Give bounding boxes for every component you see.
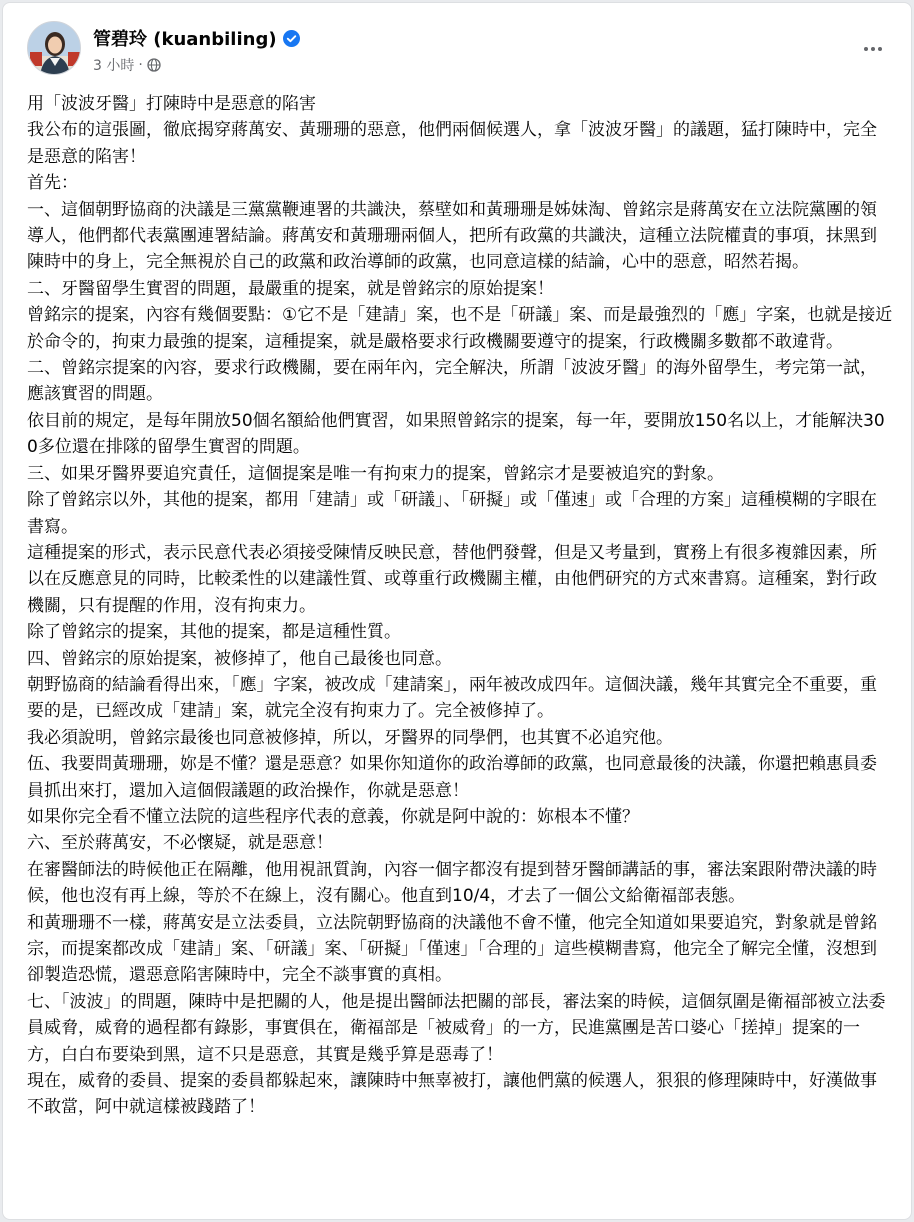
post-paragraph: 和黃珊珊不一樣，蔣萬安是立法委員，立法院朝野協商的決議他不會不懂，他完全知道如果要追究，對象就是曾銘宗，而提案都改成「建請」案、「研議」案、「研擬」「僅速」「合理的」這些模糊書寫，他完全了解完全懂，沒想到卻製造恐慌，還惡意陷害陳時中，完全不談事實的真相。	[27, 912, 877, 986]
post-timestamp[interactable]: 3 小時	[93, 58, 135, 74]
post-paragraph: 除了曾銘宗的提案，其他的提案，都是這種性質。	[27, 622, 401, 643]
post-paragraph: 七、「波波」的問題，陳時中是把關的人，他是提出醫師法把關的部長，審法案的時候，這個氛圍是衛福部被立法委員威脅，威脅的過程都有錄影，事實俱在，衛福部是「被威脅」的一方，民進黨團是苦口婆心「搓掉」提案的一方，白白布要染到黑，這不只是惡意，其實是幾乎算是惡毒了！	[27, 991, 886, 1065]
post-meta	[93, 55, 161, 75]
post-paragraph: 伍、我要問黃珊珊，妳是不懂？還是惡意？如果你知道你的政治導師的政黨，也同意最後的決議，你還把賴惠員委員抓出來打，還加入這個假議題的政治操作，你就是惡意！	[27, 754, 877, 801]
meta-separator: ·	[138, 57, 143, 73]
facebook-post-card	[2, 2, 912, 1220]
post-paragraph: 用「波波牙醫」打陳時中是惡意的陷害	[27, 94, 316, 114]
post-paragraph: 六、至於蔣萬安，不必懷疑，就是惡意！	[27, 833, 333, 854]
verified-badge-icon	[283, 30, 300, 47]
author-name[interactable]: 管碧玲 (kuanbiling)	[93, 29, 277, 50]
post-paragraph: 首先：	[27, 173, 78, 194]
author-avatar[interactable]	[27, 21, 81, 75]
post-paragraph: 依目前的規定，是每年開放50個名額給他們實習，如果照曾銘宗的提案，每一年，要開放150名以上，才能解決300多位還在排隊的留學生實習的問題。	[27, 410, 885, 458]
post-paragraph: 這種提案的形式，表示民意代表必須接受陳情反映民意，替他們發聲，但是又考量到，實務上有很多複雜因素，所以在反應意見的同時，比較柔性的以建議性質、或尊重行政機關主權，由他們研究的方式來書寫。這種案，對行政機關，只有提醒的作用，沒有拘束力。	[27, 542, 877, 616]
post-paragraph: 我公布的這張圖，徹底揭穿蔣萬安、黃珊珊的惡意，他們兩個候選人，拿「波波牙醫」的議題，猛打陳時中，完全是惡意的陷害！	[27, 120, 877, 167]
post-header	[27, 19, 887, 79]
post-body-text	[27, 91, 893, 1121]
post-paragraph: 一、這個朝野協商的決議是三黨黨鞭連署的共識決，蔡壁如和黃珊珊是姊妹淘、曾銘宗是蔣萬安在立法院黨團的領導人，他們都代表黨團連署結論。蔣萬安和黃珊珊兩個人，把所有政黨的共識決，這種立法院權責的事項，抹黑到陳時中的身上，完全無視於自己的政黨和政治導師的政黨，也同意這樣的結論，心中的惡意，昭然若揭。	[27, 199, 877, 273]
post-paragraph: 在審醫師法的時候他正在隔離，他用視訊質詢，內容一個字都沒有提到替牙醫師講話的事，審法案跟附帶決議的時候，他也沒有再上線，等於不在線上，沒有關心。他直到10/4，才去了一個公文給衛福部表態。	[27, 859, 877, 907]
author-name-row	[93, 25, 300, 51]
more-options-icon-dot-3	[878, 47, 882, 51]
post-paragraph: 我必須說明，曾銘宗最後也同意被修掉，所以，牙醫界的同學們，也其實不必追究他。	[27, 727, 673, 748]
post-paragraph: 四、曾銘宗的原始提案，被修掉了，他自己最後也同意。	[27, 648, 452, 669]
post-paragraph: 現在，威脅的委員、提案的委員都躲起來，讓陳時中無辜被打，讓他們黨的候選人，狠狠的修理陳時中，好漢做事不敢當，阿中就這樣被踐踏了！	[27, 1071, 877, 1118]
post-paragraph: 除了曾銘宗以外，其他的提案，都用「建請」或「研議」、「研擬」或「僅速」或「合理的方案」這種模糊的字眼在書寫。	[27, 490, 877, 537]
more-options-button[interactable]	[855, 31, 891, 67]
more-options-icon-dot-1	[864, 47, 868, 51]
post-paragraph: 如果你完全看不懂立法院的這些程序代表的意義，你就是阿中說的：妳根本不懂？	[27, 806, 639, 827]
post-paragraph: 二、曾銘宗提案的內容，要求行政機關，要在兩年內，完全解決，所謂「波波牙醫」的海外留學生，考完第一試，應該實習的問題。	[27, 358, 877, 405]
more-options-icon-dot-2	[871, 47, 875, 51]
avatar-photo	[28, 22, 81, 75]
post-paragraph: 曾銘宗的提案，內容有幾個要點：①它不是「建請」案，也不是「研議」案、而是最強烈的「應」字案，也就是接近於命令的，拘束力最強的提案，這種提案，就是嚴格要求行政機關要遵守的提案，行政機關多數都不敢違背。	[27, 305, 893, 352]
post-paragraph: 二、牙醫留學生實習的問題，最嚴重的提案，就是曾銘宗的原始提案！	[27, 278, 554, 299]
globe-icon[interactable]	[147, 58, 161, 72]
post-paragraph: 朝野協商的結論看得出來，「應」字案，被改成「建請案」，兩年被改成四年。這個決議，幾年其實完全不重要，重要的是，已經改成「建請」案，就完全沒有拘束力了。完全被修掉了。	[27, 674, 877, 722]
post-paragraph: 三、如果牙醫界要追究責任，這個提案是唯一有拘束力的提案，曾銘宗才是要被追究的對象。	[27, 463, 724, 484]
